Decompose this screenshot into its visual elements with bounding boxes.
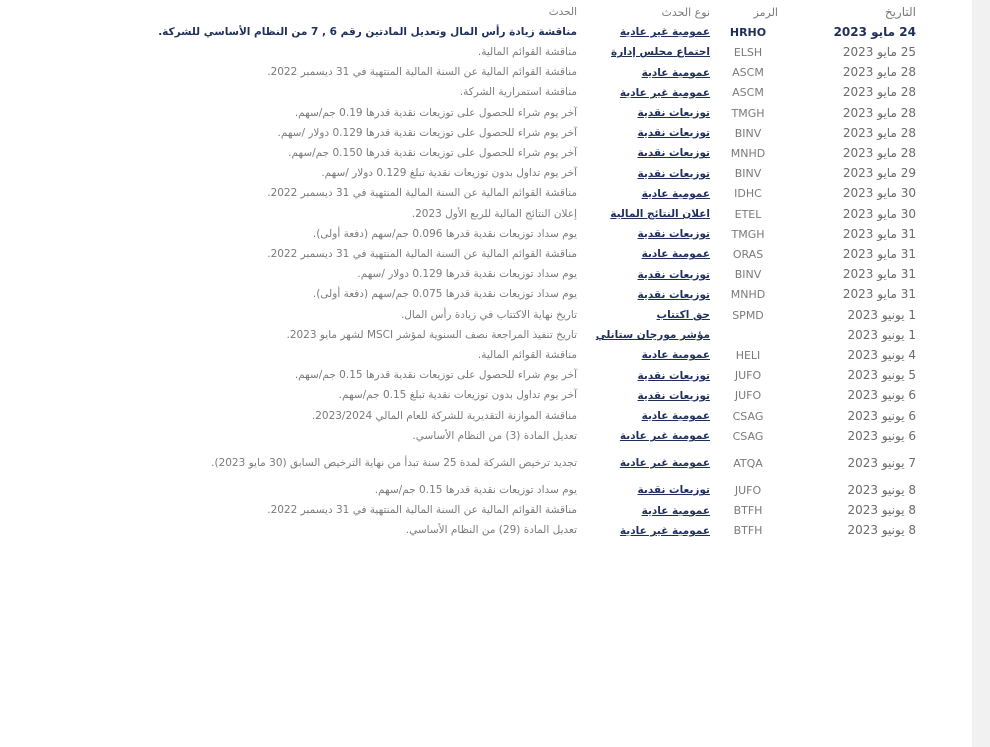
event-description-cell: تاريخ نهاية الاكتتاب في زيادة رأس المال. bbox=[400, 308, 577, 321]
event-symbol-cell: ASCM bbox=[732, 66, 764, 80]
event-type-link-cell bbox=[581, 426, 714, 446]
event-type-link[interactable]: عمومية غير عادية bbox=[619, 86, 710, 99]
event-date-cell: 6 يونيو 2023 bbox=[847, 428, 916, 443]
table-row bbox=[60, 42, 920, 62]
event-type-link[interactable]: حق اكتتاب bbox=[656, 309, 710, 322]
table-row bbox=[60, 265, 920, 285]
event-type-link-cell bbox=[581, 63, 714, 83]
event-date-cell: 30 مايو 2023 bbox=[842, 206, 916, 221]
event-description-cell: مناقشة زيادة رأس المال وتعديل المادتين رقم 6 , 7 من النظام الأساسي للشركة. bbox=[158, 25, 577, 38]
event-description-cell: يوم سداد توزيعات نقدية قدرها 0.075 جم/سهم (دفعة أولى). bbox=[312, 288, 577, 301]
event-type-link-cell bbox=[581, 325, 714, 345]
event-type-link-cell bbox=[581, 103, 714, 123]
event-symbol-cell: ORAS bbox=[732, 247, 764, 261]
event-date-cell: 6 يونيو 2023 bbox=[847, 388, 916, 403]
event-date-cell: 1 يونيو 2023 bbox=[847, 327, 916, 342]
table-row bbox=[60, 366, 920, 386]
table-row bbox=[60, 501, 920, 521]
event-type-link-cell bbox=[581, 265, 714, 285]
table-row bbox=[60, 345, 920, 365]
table-row bbox=[60, 521, 920, 541]
event-symbol-cell: MNHD bbox=[730, 146, 766, 160]
table-row bbox=[60, 63, 920, 83]
event-type-link-cell bbox=[581, 406, 714, 426]
event-description-cell: مناقشة القوائم المالية. bbox=[477, 348, 577, 361]
event-type-link[interactable]: عمومية غير عادية bbox=[619, 430, 710, 443]
table-row bbox=[60, 446, 920, 480]
table-row bbox=[60, 406, 920, 426]
event-symbol-cell: CSAG bbox=[732, 429, 764, 443]
event-description-cell: آخر يوم تداول بدون توزيعات نقدية تبلغ 0.129 دولار /سهم. bbox=[321, 167, 577, 180]
event-type-link[interactable]: توزيعات نقدية bbox=[637, 268, 710, 281]
event-symbol-cell: JUFO bbox=[734, 389, 762, 403]
table-row bbox=[60, 285, 920, 305]
header-type: نوع الحدث bbox=[661, 6, 710, 19]
event-symbol-cell: MNHD bbox=[730, 288, 766, 302]
table-row bbox=[60, 83, 920, 103]
event-type-link-cell bbox=[581, 204, 714, 224]
event-symbol-cell: BINV bbox=[734, 167, 762, 181]
event-symbol-cell: ETEL bbox=[734, 207, 762, 221]
event-type-link[interactable]: توزيعات نقدية bbox=[637, 389, 710, 402]
event-symbol-cell: TMGH bbox=[731, 106, 765, 120]
event-description-cell: مناقشة القوائم المالية عن السنة المالية المنتهية في 31 ديسمبر 2022. bbox=[267, 504, 577, 517]
event-date-cell: 8 يونيو 2023 bbox=[847, 503, 916, 518]
event-type-link-cell bbox=[581, 244, 714, 264]
event-date-cell: 24 مايو 2023 bbox=[833, 24, 916, 39]
event-symbol-cell: ELSH bbox=[733, 45, 763, 59]
event-description-cell: تاريخ تنفيذ المراجعة نصف السنوية لمؤشر MSCI لشهر مايو 2023. bbox=[286, 328, 577, 341]
table-row bbox=[60, 386, 920, 406]
event-date-cell: 1 يونيو 2023 bbox=[847, 307, 916, 322]
event-description-cell: آخر يوم تداول بدون توزيعات نقدية تبلغ 0.15 جم/سهم. bbox=[338, 389, 577, 402]
event-type-link-cell bbox=[581, 143, 714, 163]
event-type-link[interactable]: عمومية غير عادية bbox=[619, 26, 710, 39]
event-type-link[interactable]: مؤشر مورجان ستانلي bbox=[595, 329, 710, 342]
event-type-link[interactable]: توزيعات نقدية bbox=[637, 484, 710, 497]
event-symbol-cell: ASCM bbox=[732, 86, 764, 100]
event-type-link[interactable]: توزيعات نقدية bbox=[637, 288, 710, 301]
event-type-link-cell bbox=[581, 224, 714, 244]
event-type-link-cell bbox=[581, 521, 714, 541]
event-type-link[interactable]: اعلان النتائج المالية bbox=[610, 208, 710, 221]
event-description-cell: مناقشة القوائم المالية. bbox=[477, 45, 577, 58]
table-row bbox=[60, 103, 920, 123]
event-type-link-cell bbox=[581, 305, 714, 325]
event-symbol-cell: BINV bbox=[734, 126, 762, 140]
event-description-cell: مناقشة القوائم المالية عن السنة المالية المنتهية في 31 ديسمبر 2022. bbox=[267, 66, 577, 79]
event-description-cell: مناقشة الموازنة التقديرية للشركة للعام المالي 2023/2024. bbox=[311, 409, 577, 422]
event-date-cell: 31 مايو 2023 bbox=[842, 246, 916, 261]
event-symbol-cell: BTFH bbox=[733, 524, 763, 538]
event-description-cell: يوم سداد توزيعات نقدية قدرها 0.096 جم/سهم (دفعة أولى). bbox=[312, 227, 577, 240]
event-type-link[interactable]: عمومية عادية bbox=[641, 187, 710, 200]
event-date-cell: 30 مايو 2023 bbox=[842, 186, 916, 201]
event-date-cell: 28 مايو 2023 bbox=[842, 85, 916, 100]
event-date-cell: 28 مايو 2023 bbox=[842, 65, 916, 80]
table-row bbox=[60, 325, 920, 345]
event-type-link-cell bbox=[581, 386, 714, 406]
event-type-link-cell bbox=[581, 42, 714, 62]
event-type-link[interactable]: توزيعات نقدية bbox=[637, 228, 710, 241]
event-date-cell: 7 يونيو 2023 bbox=[847, 455, 916, 470]
event-type-link[interactable]: توزيعات نقدية bbox=[637, 147, 710, 160]
event-type-link[interactable]: عمومية عادية bbox=[641, 349, 710, 362]
event-symbol-cell: IDHC bbox=[734, 187, 762, 201]
event-date-cell: 29 مايو 2023 bbox=[842, 166, 916, 181]
event-type-link-cell bbox=[581, 164, 714, 184]
event-description-cell: آخر يوم شراء للحصول على توزيعات نقدية قدرها 0.15 جم/سهم. bbox=[294, 369, 577, 382]
event-symbol-cell: HRHO bbox=[729, 25, 767, 39]
event-description-cell: آخر يوم شراء للحصول على توزيعات نقدية قدرها 0.129 دولار /سهم. bbox=[277, 126, 577, 139]
event-description-cell: يوم سداد توزيعات نقدية قدرها 0.15 جم/سهم. bbox=[374, 483, 577, 496]
table-row bbox=[60, 164, 920, 184]
event-type-link-cell bbox=[581, 83, 714, 103]
event-type-link-cell bbox=[581, 446, 714, 480]
event-date-cell: 8 يونيو 2023 bbox=[847, 523, 916, 538]
event-type-link-cell bbox=[581, 480, 714, 500]
event-description-cell: تجديد ترخيص الشركة لمدة 25 سنة تبدأ من نهاية الترخيص السابق (30 مايو 2023). bbox=[211, 457, 577, 470]
event-type-link[interactable]: عمومية عادية bbox=[641, 248, 710, 261]
table-row bbox=[60, 426, 920, 446]
table-row bbox=[60, 143, 920, 163]
event-symbol-cell: SPMD bbox=[732, 308, 764, 322]
header-symbol: الرمز bbox=[753, 6, 778, 19]
event-date-cell: 6 يونيو 2023 bbox=[847, 408, 916, 423]
event-type-link[interactable]: توزيعات نقدية bbox=[637, 369, 710, 382]
event-type-link-cell bbox=[581, 345, 714, 365]
event-type-link[interactable]: عمومية عادية bbox=[641, 410, 710, 423]
event-symbol-cell: ATQA bbox=[733, 456, 763, 470]
event-type-link-cell bbox=[581, 22, 714, 42]
header-date: التاريخ bbox=[884, 5, 916, 19]
table-row bbox=[60, 244, 920, 264]
table-row bbox=[60, 305, 920, 325]
event-type-link[interactable]: عمومية غير عادية bbox=[619, 524, 710, 537]
table-header-row bbox=[60, 3, 920, 22]
event-description-cell: مناقشة استمرارية الشركة. bbox=[459, 86, 577, 99]
table-row bbox=[60, 184, 920, 204]
event-date-cell: 31 مايو 2023 bbox=[842, 267, 916, 282]
event-type-link[interactable]: عمومية عادية bbox=[641, 66, 710, 79]
event-symbol-cell: JUFO bbox=[734, 369, 762, 383]
event-type-link-cell bbox=[581, 123, 714, 143]
table-row bbox=[60, 123, 920, 143]
event-date-cell: 5 يونيو 2023 bbox=[847, 368, 916, 383]
event-description-cell: آخر يوم شراء للحصول على توزيعات نقدية قدرها 0.150 جم/سهم. bbox=[288, 146, 577, 159]
event-description-cell: يوم سداد توزيعات نقدية قدرها 0.129 دولار /سهم. bbox=[357, 268, 577, 281]
event-date-cell: 8 يونيو 2023 bbox=[847, 482, 916, 497]
event-type-link[interactable]: توزيعات نقدية bbox=[637, 167, 710, 180]
event-type-link-cell bbox=[581, 501, 714, 521]
event-date-cell: 4 يونيو 2023 bbox=[847, 347, 916, 362]
event-type-link[interactable]: توزيعات نقدية bbox=[637, 127, 710, 140]
event-symbol-cell: HELI bbox=[735, 348, 761, 362]
header-event: الحدث bbox=[548, 6, 577, 18]
event-symbol-cell: TMGH bbox=[731, 227, 765, 241]
event-description-cell: إعلان النتائج المالية للربع الأول 2023. bbox=[411, 207, 577, 220]
event-type-link[interactable]: عمومية غير عادية bbox=[619, 457, 710, 470]
event-date-cell: 28 مايو 2023 bbox=[842, 145, 916, 160]
event-date-cell: 25 مايو 2023 bbox=[842, 44, 916, 59]
event-type-link-cell bbox=[581, 366, 714, 386]
event-description-cell: مناقشة القوائم المالية عن السنة المالية المنتهية في 31 ديسمبر 2022. bbox=[267, 187, 577, 200]
event-type-link[interactable]: اجتماع مجلس إدارة bbox=[611, 46, 710, 59]
event-symbol-cell: JUFO bbox=[734, 483, 762, 497]
event-description-cell: تعديل المادة (29) من النظام الأساسي. bbox=[405, 524, 577, 537]
event-type-link-cell bbox=[581, 184, 714, 204]
event-description-cell: مناقشة القوائم المالية عن السنة المالية المنتهية في 31 ديسمبر 2022. bbox=[267, 247, 577, 260]
events-calendar-table bbox=[60, 3, 920, 541]
table-row bbox=[60, 480, 920, 500]
event-symbol-cell bbox=[714, 325, 782, 345]
table-row bbox=[60, 224, 920, 244]
table-row bbox=[60, 204, 920, 224]
table-body bbox=[60, 22, 920, 541]
event-type-link[interactable]: عمومية عادية bbox=[641, 504, 710, 517]
event-symbol-cell: BTFH bbox=[733, 504, 763, 518]
event-description-cell: تعديل المادة (3) من النظام الأساسي. bbox=[412, 429, 577, 442]
scrollbar-track[interactable] bbox=[972, 0, 990, 747]
event-description-cell: آخر يوم شراء للحصول على توزيعات نقدية قدرها 0.19 جم/سهم. bbox=[294, 106, 577, 119]
event-date-cell: 31 مايو 2023 bbox=[842, 226, 916, 241]
event-date-cell: 28 مايو 2023 bbox=[842, 105, 916, 120]
event-type-link[interactable]: توزيعات نقدية bbox=[637, 107, 710, 120]
event-type-link-cell bbox=[581, 285, 714, 305]
event-symbol-cell: CSAG bbox=[732, 409, 764, 423]
table-row bbox=[60, 22, 920, 42]
event-date-cell: 28 مايو 2023 bbox=[842, 125, 916, 140]
event-symbol-cell: BINV bbox=[734, 268, 762, 282]
event-date-cell: 31 مايو 2023 bbox=[842, 287, 916, 302]
